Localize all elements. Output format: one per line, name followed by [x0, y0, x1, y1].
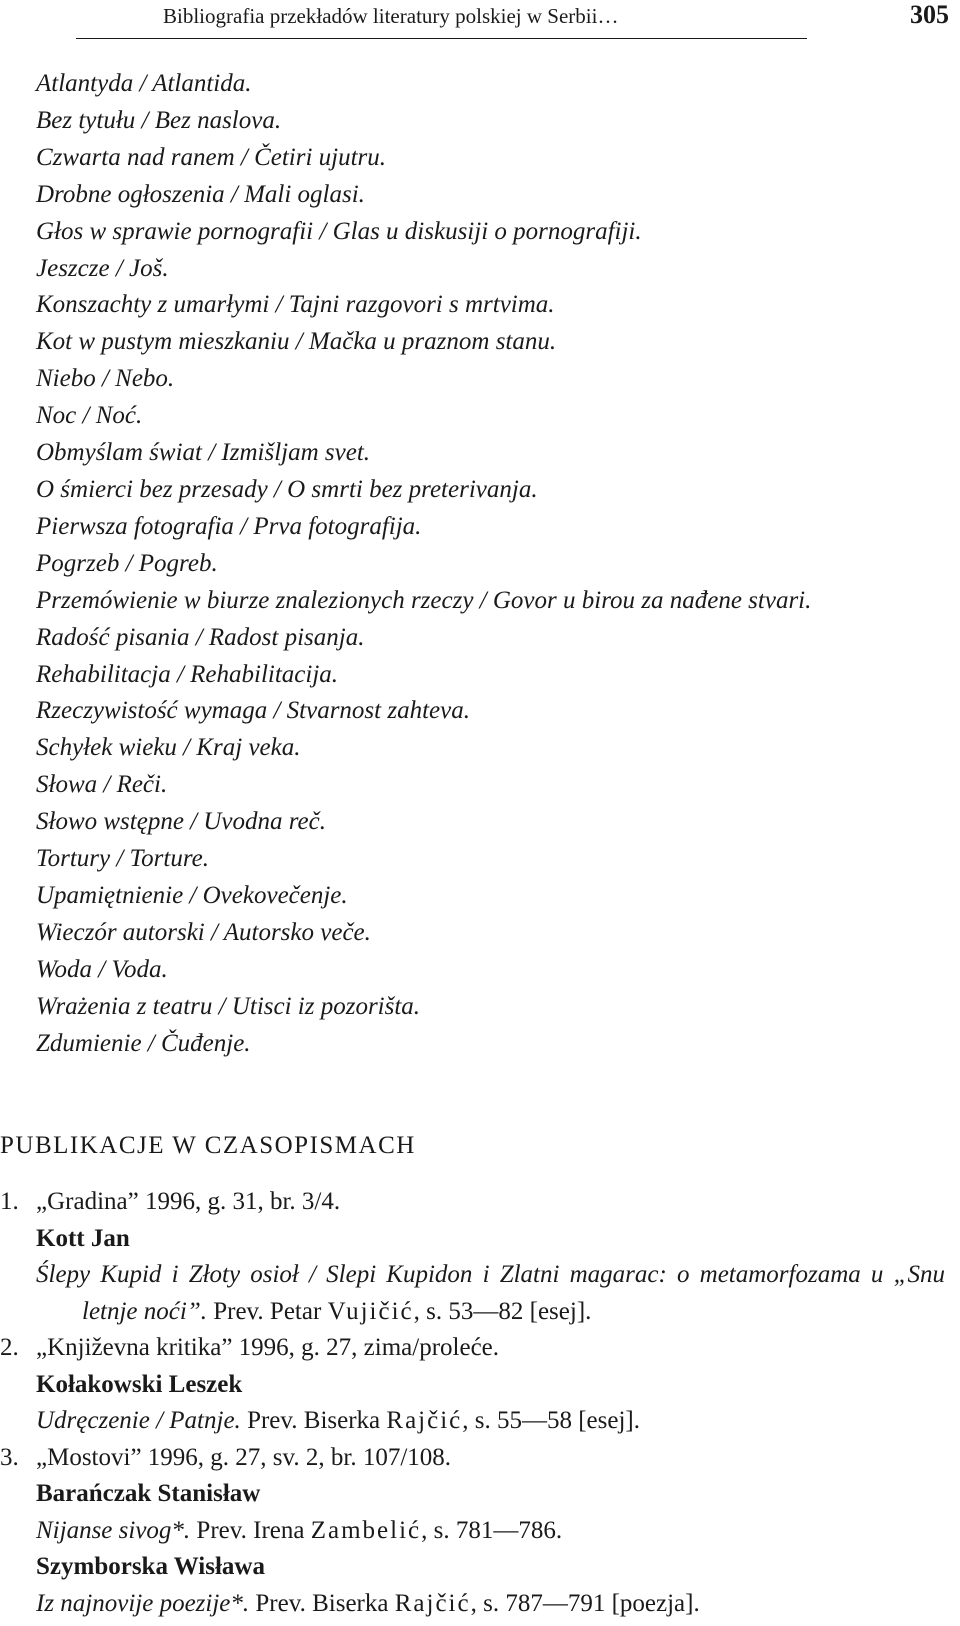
work-prev: Prev. Biserka — [249, 1589, 395, 1617]
list-item: Wrażenia z teatru / Utisci iz pozorišta. — [36, 992, 421, 1020]
running-title: Bibliografia przekładów literatury polskiej w Serbii… — [163, 4, 619, 28]
entry-source-line — [0, 1330, 945, 1367]
section-heading: PUBLIKACJE W CZASOPISMACH — [0, 1132, 416, 1159]
list-item: Jeszcze / Još. — [36, 254, 169, 282]
list-item: Kot w pustym mieszkaniu / Mačka u praznom stanu. — [36, 328, 557, 356]
translator-name: Rajčić — [394, 1589, 471, 1617]
list-item: Radość pisania / Radost pisanja. — [36, 623, 365, 651]
work-pages: , s. 55—58 [esej]. — [462, 1407, 640, 1434]
entry-source: „Mostovi” 1996, g. 27, sv. 2, br. 107/108. — [36, 1443, 452, 1471]
list-item: Woda / Voda. — [36, 955, 168, 983]
header-rule — [76, 38, 807, 39]
list-item: Konszachty z umarłymi / Tajni razgovori s mrtvima. — [36, 291, 555, 319]
list-item: Schyłek wieku / Kraj veka. — [36, 734, 301, 762]
translator-name: Rajčić — [386, 1407, 463, 1434]
list-item: Tortury / Torture. — [36, 845, 209, 873]
work-pages: , s. 787—791 [poezja]. — [470, 1589, 700, 1617]
work-citation — [0, 1403, 945, 1440]
list-item: Rzeczywistość wymaga / Stvarnost zahteva. — [36, 697, 470, 725]
list-item: Upamiętnienie / Ovekovečenje. — [36, 881, 348, 909]
entry-source-line — [0, 1184, 945, 1221]
translator-name: Zambelić — [310, 1516, 422, 1544]
work-prev: Prev. Biserka — [240, 1407, 387, 1434]
work-title: Nijanse sivog*. — [36, 1516, 191, 1544]
list-item: Rehabilitacja / Rehabilitacija. — [36, 660, 339, 688]
list-item: Obmyślam świat / Izmišljam svet. — [36, 439, 371, 467]
work-citation — [0, 1257, 945, 1330]
author-name: Kott Jan — [36, 1224, 130, 1252]
entry-source: „Književna kritika” 1996, g. 27, zima/proleće. — [36, 1334, 500, 1361]
list-item: Zdumienie / Čuđenje. — [36, 1029, 251, 1057]
work-prev: Prev. Petar — [206, 1297, 328, 1325]
entry-source-line — [0, 1440, 945, 1477]
author-name: Barańczak Stanisław — [36, 1480, 261, 1507]
list-item: Atlantyda / Atlantida. — [36, 70, 252, 97]
periodical-entries — [0, 1184, 945, 1622]
list-item: Słowo wstępne / Uvodna reč. — [36, 808, 327, 836]
author-name: Szymborska Wisława — [36, 1553, 265, 1580]
poem-titles-list — [36, 66, 941, 1062]
work-prev: Prev. Irena — [190, 1516, 311, 1544]
work-pages: , s. 53—82 [esej]. — [413, 1297, 592, 1325]
work-title: Udręczenie / Patnje. — [36, 1407, 241, 1434]
list-item: Niebo / Nebo. — [36, 365, 175, 393]
list-item: Bez tytułu / Bez naslova. — [36, 106, 282, 134]
entry-number: 3. — [0, 1443, 19, 1471]
entry-source: „Gradina” 1996, g. 31, br. 3/4. — [36, 1188, 341, 1215]
work-title: Ślepy Kupid i Złoty osioł / Slepi Kupidon i Zlatni magarac: o metamorfozama u „Snu letnje noći”. — [36, 1261, 945, 1325]
list-item: Pogrzeb / Pogreb. — [36, 549, 218, 577]
periodical-entry — [0, 1330, 945, 1440]
work-pages: , s. 781—786. — [421, 1516, 563, 1544]
page-header — [0, 0, 960, 60]
periodical-entry — [0, 1440, 945, 1623]
entry-number: 2. — [0, 1334, 19, 1361]
author-name: Kołakowski Leszek — [36, 1370, 243, 1398]
list-item: Głos w sprawie pornografii / Glas u diskusiji o pornografiji. — [36, 217, 642, 245]
entry-number: 1. — [0, 1188, 19, 1215]
work-title: Iz najnovije poezije*. — [36, 1589, 250, 1617]
page-number: 305 — [910, 0, 949, 29]
list-item: Drobne ogłoszenia / Mali oglasi. — [36, 180, 365, 208]
list-item: Czwarta nad ranem / Četiri ujutru. — [36, 143, 387, 171]
work-citation — [0, 1586, 945, 1623]
list-item: O śmierci bez przesady / O smrti bez preterivanja. — [36, 475, 538, 503]
list-item: Noc / Noć. — [36, 402, 143, 430]
work-citation — [0, 1513, 945, 1550]
list-item: Słowa / Reči. — [36, 771, 168, 799]
periodical-entry — [0, 1184, 945, 1330]
list-item: Wieczór autorski / Autorsko veče. — [36, 918, 371, 946]
list-item: Przemówienie w biurze znalezionych rzeczy / Govor u birou za nađene stvari. — [36, 586, 812, 614]
list-item: Pierwsza fotografia / Prva fotografija. — [36, 512, 422, 540]
translator-name: Vujičić — [327, 1297, 414, 1325]
